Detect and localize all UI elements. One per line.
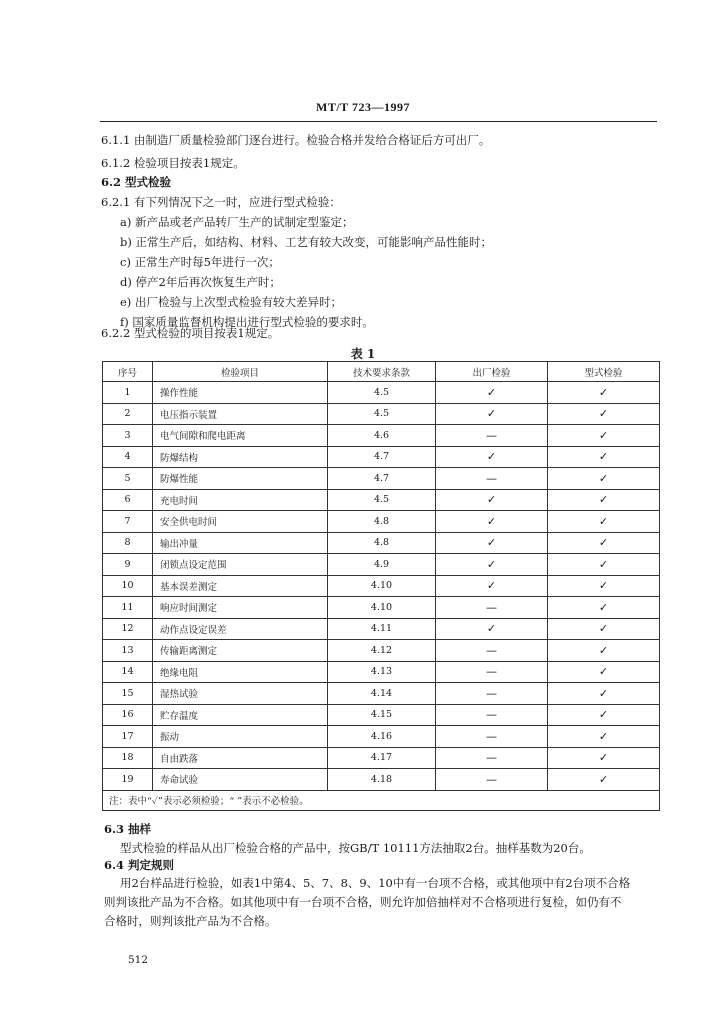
cell-type-mark: ✓ [548, 661, 660, 683]
cell-item: 电压指示装置 [153, 403, 328, 425]
cell-factory-mark: — [436, 661, 548, 683]
cell-index: 12 [103, 618, 153, 640]
header-clause: 技术要求条款 [328, 362, 436, 382]
cell-factory-mark: — [436, 640, 548, 662]
cell-clause: 4.9 [328, 554, 436, 576]
cell-index: 3 [103, 425, 153, 447]
cell-type-mark: ✓ [548, 446, 660, 468]
cell-factory-mark: — [436, 425, 548, 447]
cell-item: 闭锁点设定范围 [153, 554, 328, 576]
cell-item: 自由跌落 [153, 747, 328, 769]
heading-6-4: 6.4 判定规则 [104, 858, 175, 872]
cell-clause: 4.12 [328, 640, 436, 662]
inspection-table [102, 361, 660, 811]
header-rule [100, 121, 657, 122]
cell-clause: 4.17 [328, 747, 436, 769]
table-note: 注：表中“✓”表示必须检验；“ ”表示不必检验。 [103, 790, 660, 810]
list-item-b: b) 正常生产后，如结构、材料、工艺有较大改变，可能影响产品性能时； [120, 235, 492, 249]
cell-type-mark: ✓ [548, 575, 660, 597]
cell-item: 寿命试验 [153, 769, 328, 791]
cell-clause: 4.18 [328, 769, 436, 791]
cell-factory-mark: ✓ [436, 618, 548, 640]
cell-clause: 4.5 [328, 382, 436, 404]
cell-type-mark: ✓ [548, 640, 660, 662]
table-title: 表 1 [350, 347, 376, 361]
list-item-c: c) 正常生产时每5年进行一次； [120, 255, 280, 269]
table-row [103, 489, 660, 511]
heading-6-2: 6.2 型式检验 [101, 175, 172, 189]
list-item-f: f) 国家质量监督机构提出进行型式检验的要求时。 [120, 315, 374, 329]
cell-clause: 4.5 [328, 489, 436, 511]
table-row [103, 726, 660, 748]
cell-clause: 4.7 [328, 446, 436, 468]
cell-item: 输出冲量 [153, 532, 328, 554]
cell-item: 电气间隙和爬电距离 [153, 425, 328, 447]
list-item-d: d) 停产2年后再次恢复生产时； [120, 275, 281, 289]
table-row [103, 747, 660, 769]
cell-factory-mark: ✓ [436, 575, 548, 597]
paragraph-6-2-1: 6.2.1 有下列情况下之一时，应进行型式检验： [101, 195, 341, 209]
cell-clause: 4.15 [328, 704, 436, 726]
table-row [103, 382, 660, 404]
table-row [103, 425, 660, 447]
cell-index: 18 [103, 747, 153, 769]
cell-item: 绝缘电阻 [153, 661, 328, 683]
heading-6-3: 6.3 抽样 [104, 822, 152, 836]
paragraph-6-3: 型式检验的样品从出厂检验合格的产品中，按GB/T 10111方法抽取2台。抽样基数为20台。 [120, 841, 591, 855]
table-row [103, 403, 660, 425]
cell-index: 5 [103, 468, 153, 490]
cell-index: 13 [103, 640, 153, 662]
cell-factory-mark: — [436, 468, 548, 490]
table-row [103, 769, 660, 791]
paragraph-6-4-line-1: 用2台样品进行检验，如表1中第4、5、7、8、9、10中有一台项不合格，或其他项中有2台项不合格 [120, 876, 631, 890]
cell-type-mark: ✓ [548, 597, 660, 619]
table-row [103, 446, 660, 468]
cell-type-mark: ✓ [548, 554, 660, 576]
cell-type-mark: ✓ [548, 532, 660, 554]
table-row [103, 704, 660, 726]
cell-type-mark: ✓ [548, 704, 660, 726]
cell-index: 9 [103, 554, 153, 576]
table-row [103, 683, 660, 705]
cell-index: 16 [103, 704, 153, 726]
cell-item: 湿热试验 [153, 683, 328, 705]
cell-factory-mark: — [436, 683, 548, 705]
table-row [103, 511, 660, 533]
list-item-a: a) 新产品或老产品转厂生产的试制定型鉴定； [120, 215, 354, 229]
cell-type-mark: ✓ [548, 382, 660, 404]
cell-type-mark: ✓ [548, 511, 660, 533]
cell-factory-mark: ✓ [436, 554, 548, 576]
cell-type-mark: ✓ [548, 683, 660, 705]
paragraph-6-1-1: 6.1.1 由制造厂质量检验部门逐台进行。检验合格并发给合格证后方可出厂。 [101, 133, 491, 147]
cell-clause: 4.10 [328, 597, 436, 619]
cell-factory-mark: ✓ [436, 403, 548, 425]
table-row [103, 640, 660, 662]
cell-index: 1 [103, 382, 153, 404]
cell-clause: 4.16 [328, 726, 436, 748]
header-item: 检验项目 [153, 362, 328, 382]
cell-index: 19 [103, 769, 153, 791]
cell-index: 10 [103, 575, 153, 597]
table-row [103, 597, 660, 619]
cell-item: 动作点设定误差 [153, 618, 328, 640]
cell-item: 基本误差测定 [153, 575, 328, 597]
cell-type-mark: ✓ [548, 468, 660, 490]
header-type-inspection: 型式检验 [548, 362, 660, 382]
cell-item: 响应时间测定 [153, 597, 328, 619]
cell-factory-mark: ✓ [436, 532, 548, 554]
cell-item: 安全供电时间 [153, 511, 328, 533]
list-item-e: e) 出厂检验与上次型式检验有较大差异时； [120, 295, 342, 309]
cell-factory-mark: ✓ [436, 489, 548, 511]
cell-factory-mark: ✓ [436, 446, 548, 468]
document-header: MT/T 723—1997 [316, 100, 410, 114]
table-row [103, 575, 660, 597]
cell-factory-mark: ✓ [436, 511, 548, 533]
table-row [103, 554, 660, 576]
cell-clause: 4.8 [328, 532, 436, 554]
table-row [103, 661, 660, 683]
cell-item: 振动 [153, 726, 328, 748]
table-row [103, 468, 660, 490]
cell-factory-mark: ✓ [436, 382, 548, 404]
cell-clause: 4.7 [328, 468, 436, 490]
cell-type-mark: ✓ [548, 489, 660, 511]
cell-clause: 4.5 [328, 403, 436, 425]
paragraph-6-4-line-3: 合格时，则判该批产品为不合格。 [104, 914, 277, 928]
cell-type-mark: ✓ [548, 726, 660, 748]
cell-clause: 4.11 [328, 618, 436, 640]
cell-factory-mark: — [436, 747, 548, 769]
cell-item: 防爆结构 [153, 446, 328, 468]
cell-index: 15 [103, 683, 153, 705]
cell-type-mark: ✓ [548, 403, 660, 425]
cell-factory-mark: — [436, 704, 548, 726]
cell-clause: 4.14 [328, 683, 436, 705]
cell-item: 防爆性能 [153, 468, 328, 490]
page-number: 512 [128, 954, 149, 966]
cell-index: 11 [103, 597, 153, 619]
cell-index: 14 [103, 661, 153, 683]
cell-item: 充电时间 [153, 489, 328, 511]
cell-index: 17 [103, 726, 153, 748]
cell-item: 传输距离测定 [153, 640, 328, 662]
cell-factory-mark: — [436, 726, 548, 748]
table-note-row [103, 790, 660, 810]
cell-type-mark: ✓ [548, 425, 660, 447]
cell-type-mark: ✓ [548, 769, 660, 791]
cell-clause: 4.13 [328, 661, 436, 683]
header-index: 序号 [103, 362, 153, 382]
cell-factory-mark: — [436, 597, 548, 619]
paragraph-6-1-2: 6.1.2 检验项目按表1规定。 [101, 156, 245, 170]
cell-type-mark: ✓ [548, 747, 660, 769]
cell-index: 8 [103, 532, 153, 554]
cell-item: 操作性能 [153, 382, 328, 404]
header-factory-inspection: 出厂检验 [436, 362, 548, 382]
table-header-row [103, 362, 660, 382]
cell-clause: 4.8 [328, 511, 436, 533]
cell-index: 4 [103, 446, 153, 468]
paragraph-6-2-2: 6.2.2 型式检验的项目按表1规定。 [101, 326, 280, 340]
paragraph-6-4-line-2: 则判该批产品为不合格。如其他项中有一台项不合格，则允许加倍抽样对不合格项进行复检，如仍有不 [104, 895, 622, 909]
cell-factory-mark: — [436, 769, 548, 791]
cell-clause: 4.10 [328, 575, 436, 597]
table-row [103, 618, 660, 640]
cell-item: 贮存温度 [153, 704, 328, 726]
cell-index: 6 [103, 489, 153, 511]
cell-index: 7 [103, 511, 153, 533]
cell-clause: 4.6 [328, 425, 436, 447]
cell-type-mark: ✓ [548, 618, 660, 640]
table-row [103, 532, 660, 554]
cell-index: 2 [103, 403, 153, 425]
